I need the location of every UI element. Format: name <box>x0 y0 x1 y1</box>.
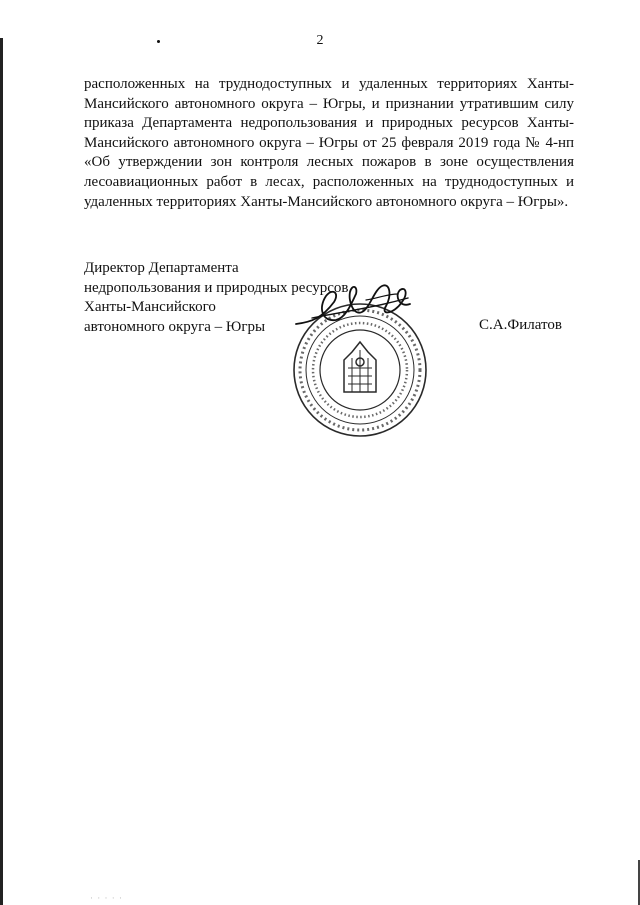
scan-left-edge <box>0 38 3 905</box>
scan-noise: · · · · · <box>90 893 123 903</box>
body-paragraph: расположенных на труднодоступных и удаленных территориях Ханты-Мансийского автономного округа – Югры, и признании утратившим силу приказа Департамента недропользования и природных ресурсов Ханты-Мансийского автономного округа – Югры от 25 февраля 2019 года № 4-нп «Об утверждении зон контроля лесных пожаров в зоне осуществления лесоавиационных работ в лесах, расположенных на труднодоступных и удаленных территориях Ханты-Мансийского автономного округа – Югры». <box>84 76 574 210</box>
signature-title-line-3: Ханты-Мансийского <box>84 299 216 316</box>
signature-title-line-1: Директор Департамента <box>84 260 239 276</box>
page-number: 2 <box>316 33 324 48</box>
signature-title-line-4: автономного округа – Югры <box>84 318 266 335</box>
signer-name: С.А.Филатов <box>479 317 562 333</box>
signature-title-line-2: недропользования и природных ресурсов <box>84 279 349 296</box>
official-seal <box>282 272 442 442</box>
